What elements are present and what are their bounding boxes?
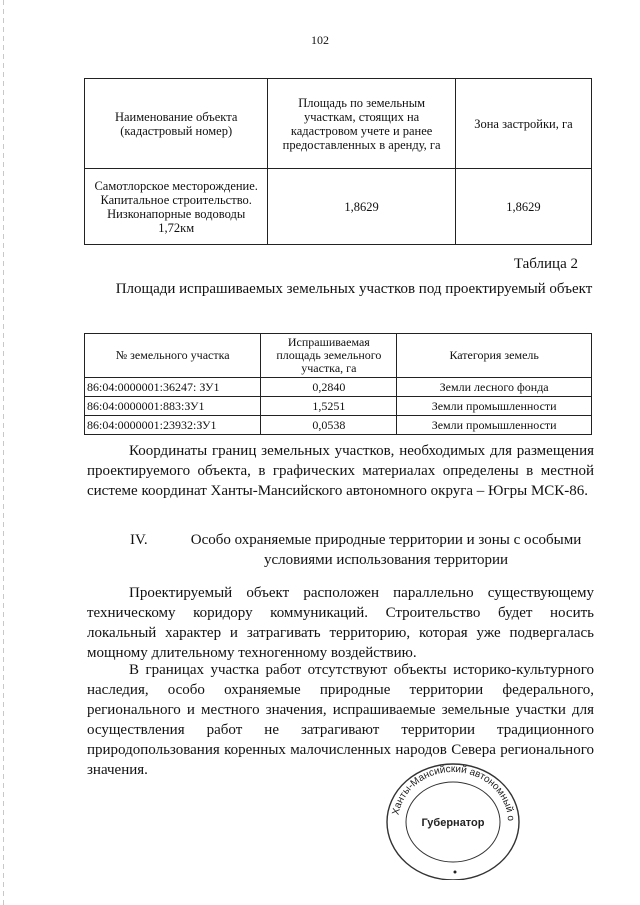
table-cell: Земли лесного фонда xyxy=(397,378,592,397)
stamp-ring-text: Ханты-Мансийский автономный о xyxy=(390,763,517,822)
table-header-row xyxy=(85,79,592,169)
header-cell: Испрашиваемая площадь земельного участка, га xyxy=(261,334,397,378)
table-row xyxy=(85,397,592,416)
governor-stamp xyxy=(378,760,528,880)
header-cell: Категория земель xyxy=(397,334,592,378)
table-cell: 1,8629 xyxy=(455,169,591,245)
coordinates-paragraph: Координаты границ земельных участков, необходимых для размещения проектируемого объекта, в графических материалах определены в местной системе координат Ханты-Мансийского автономного округа – Югры МСК-86. xyxy=(87,443,594,499)
table-title: Площади испрашиваемых земельных участков под проектируемый объект xyxy=(115,281,593,297)
stamp-seal xyxy=(378,760,528,880)
header-cell: Зона застройки, га xyxy=(455,79,591,169)
object-area-table xyxy=(84,78,592,245)
table-cell: 1,5251 xyxy=(261,397,397,416)
section-title: Особо охраняемые природные территории и зоны с особыми условиями использования территории xyxy=(190,532,582,568)
scan-edge-line xyxy=(3,0,4,905)
stamp-dot xyxy=(454,871,457,874)
stamp-center-text: Губернатор xyxy=(421,817,485,829)
header-cell: Наименование объекта (кадастровый номер) xyxy=(85,79,268,169)
header-cell: № земельного участка xyxy=(85,334,261,378)
table-cell: Земли промышленности xyxy=(397,416,592,435)
paragraph-object-location: Проектируемый объект расположен параллельно существующему техническому коридору коммуникаций. Строительство будет носить локальный характер и затрагивать территорию, которая уже подвергалась мощному длительному техногенному воздействию. xyxy=(87,585,594,661)
page-number: 102 xyxy=(311,33,329,47)
table-row xyxy=(85,169,592,245)
table-cell: 0,0538 xyxy=(261,416,397,435)
table-cell: Самотлорское месторождение. Капитальное строительство. Низконапорные водоводы 1,72км xyxy=(85,169,268,245)
paragraph-heritage: В границах участка работ отсутствуют объекты историко-культурного наследия, особо охраняемые природные территории федерального, регионального и местного значения, испрашиваемые земельные участки для осуществления работ не затрагивают территории традиционного природопользования коренных малочисленных народов Севера регионального значения. xyxy=(87,662,594,778)
section-number: IV. xyxy=(130,532,148,548)
table-cell: Земли промышленности xyxy=(397,397,592,416)
header-cell: Площадь по земельным участкам, стоящих на кадастровом учете и ранее предоставленных в аренду, га xyxy=(268,79,456,169)
table-header-row xyxy=(85,334,592,378)
table-caption: Таблица 2 xyxy=(513,256,578,272)
table-row xyxy=(85,378,592,397)
table-cell: 86:04:0000001:23932:ЗУ1 xyxy=(85,416,261,435)
table-cell: 0,2840 xyxy=(261,378,397,397)
table-cell: 1,8629 xyxy=(268,169,456,245)
table-cell: 86:04:0000001:36247: ЗУ1 xyxy=(85,378,261,397)
table-row xyxy=(85,416,592,435)
table-cell: 86:04:0000001:883:ЗУ1 xyxy=(85,397,261,416)
land-plots-table xyxy=(84,333,592,435)
